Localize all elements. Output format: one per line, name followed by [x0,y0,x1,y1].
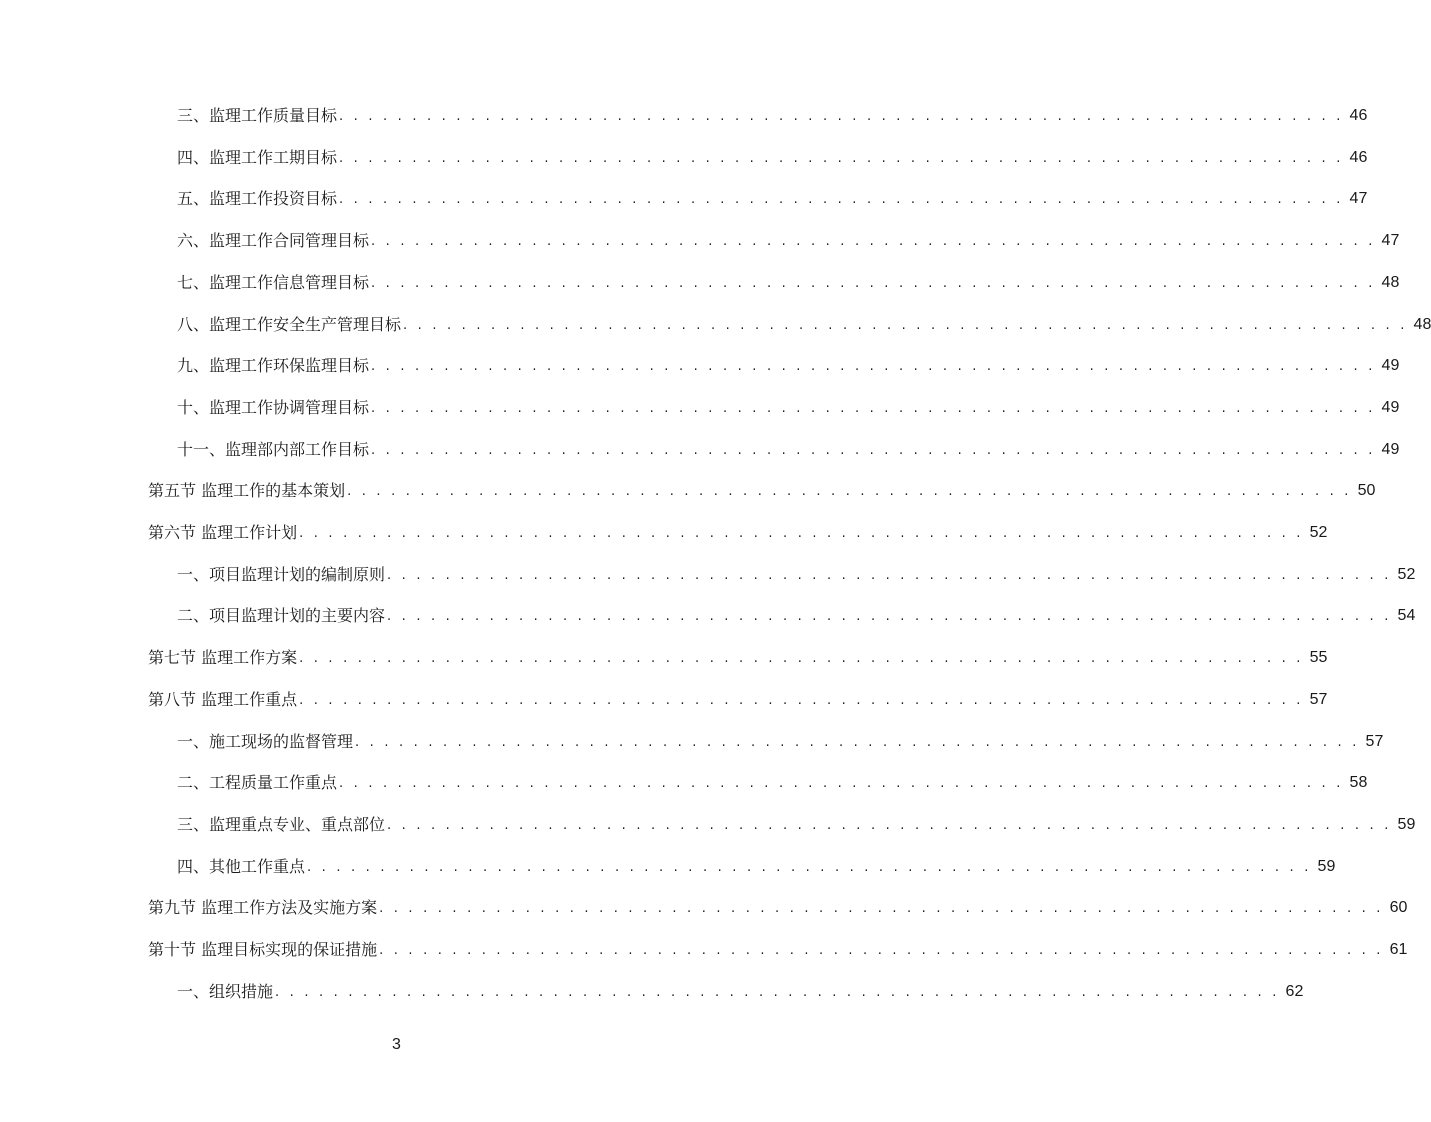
toc-entry-title: 六、监理工作合同管理目标 [177,231,370,251]
toc-entry[interactable] [177,430,1400,460]
toc-entry-page: 61 [1389,941,1408,958]
dot-leader: . . . . . . . . . . . . . . . . . . . . . . . . . . . . . . . . . . . . . . . . . . . . . . . . . . . . . . . . . . . . . . . . . . . . . [355,734,1360,750]
toc-entry-title: 一、组织措施 [177,981,274,1001]
toc-entry-title: 九、监理工作环保监理目标 [177,356,370,376]
toc-entry[interactable] [177,96,1368,126]
dot-leader: . . . . . . . . . . . . . . . . . . . . . . . . . . . . . . . . . . . . . . . . . . . . . . . . . . . . . . . . . . . . . . . . . . . . . [275,984,1280,1000]
toc-entry-title: 八、监理工作安全生产管理目标 [177,314,402,334]
toc-entry[interactable] [148,471,1376,501]
toc-entry[interactable] [177,263,1400,293]
dot-leader: . . . . . . . . . . . . . . . . . . . . . . . . . . . . . . . . . . . . . . . . . . . . . . . . . . . . . . . . . . . . . . . . . . . . . [299,526,1304,541]
toc-entry[interactable] [148,513,1328,543]
toc-entry-page: 54 [1397,607,1416,625]
toc-entry-title: 一、项目监理计划的编制原则 [177,564,386,584]
dot-leader: . . . . . . . . . . . . . . . . . . . . . . . . . . . . . . . . . . . . . . . . . . . . . . . . . . . . . . . . . . . . . . . . . . . . . [379,901,1384,917]
toc-entry-title: 四、监理工作工期目标 [177,147,338,167]
dot-leader: . . . . . . . . . . . . . . . . . . . . . . . . . . . . . . . . . . . . . . . . . . . . . . . . . . . . . . . . . . . . . . . . . . . . . [371,442,1376,458]
toc-entry-page: 49 [1381,440,1400,458]
dot-leader: . . . . . . . . . . . . . . . . . . . . . . . . . . . . . . . . . . . . . . . . . . . . . . . . . . . . . . . . . . . . . . . . . . . . . [299,651,1304,667]
toc-entry[interactable] [177,305,1431,335]
toc-entry-page: 50 [1357,482,1376,500]
toc-entry[interactable] [177,972,1304,1002]
toc-entry[interactable] [177,555,1416,585]
page-number: 3 [392,1036,401,1053]
toc-entry-page: 57 [1365,732,1384,750]
dot-leader: . . . . . . . . . . . . . . . . . . . . . . . . . . . . . . . . . . . . . . . . . . . . . . . . . . . . . . . . . . . . . . . . . . . . . [379,943,1384,958]
dot-leader: . . . . . . . . . . . . . . . . . . . . . . . . . . . . . . . . . . . . . . . . . . . . . . . . . . . . . . . . . . . . . . . . . . . . . [387,567,1392,583]
toc-entry-page: 48 [1381,273,1400,291]
toc-entry-title: 十、监理工作协调管理目标 [177,397,370,417]
toc-entry[interactable] [177,722,1384,752]
toc-entry-title: 五、监理工作投资目标 [177,189,338,209]
toc-entry-title: 第五节 监理工作的基本策划 [148,481,346,501]
toc-entry[interactable] [177,805,1416,835]
toc-entry-page: 59 [1317,857,1336,875]
toc-entry-title: 四、其他工作重点 [177,856,306,876]
dot-leader: . . . . . . . . . . . . . . . . . . . . . . . . . . . . . . . . . . . . . . . . . . . . . . . . . . . . . . . . . . . . . . . . . . . . . [403,317,1408,333]
toc-entry-page: 49 [1381,398,1400,416]
toc-entry-title: 第十节 监理目标实现的保证措施 [148,940,378,959]
dot-leader: . . . . . . . . . . . . . . . . . . . . . . . . . . . . . . . . . . . . . . . . . . . . . . . . . . . . . . . . . . . . . . . . . . . . . [339,192,1344,208]
toc-entry-page: 62 [1285,982,1304,1000]
dot-leader: . . . . . . . . . . . . . . . . . . . . . . . . . . . . . . . . . . . . . . . . . . . . . . . . . . . . . . . . . . . . . . . . . . . . . [299,692,1304,708]
toc-entry-page: 55 [1309,649,1328,667]
toc-entry-page: 47 [1349,190,1368,208]
toc-entry-page: 46 [1349,107,1368,124]
toc-entry[interactable] [148,888,1408,918]
toc-entry[interactable] [177,138,1368,168]
toc-entry[interactable] [177,179,1368,209]
toc-entry-page: 52 [1309,524,1328,541]
toc-entry-page: 59 [1397,815,1416,833]
dot-leader: . . . . . . . . . . . . . . . . . . . . . . . . . . . . . . . . . . . . . . . . . . . . . . . . . . . . . . . . . . . . . . . . . . . . . [339,109,1344,124]
toc-entry-page: 60 [1389,899,1408,917]
toc-entry[interactable] [177,596,1416,626]
toc-entry-title: 第七节 监理工作方案 [148,648,298,668]
toc-entry-page: 49 [1381,357,1400,375]
toc-entry[interactable] [177,388,1400,418]
dot-leader: . . . . . . . . . . . . . . . . . . . . . . . . . . . . . . . . . . . . . . . . . . . . . . . . . . . . . . . . . . . . . . . . . . . . . [371,359,1376,375]
dot-leader: . . . . . . . . . . . . . . . . . . . . . . . . . . . . . . . . . . . . . . . . . . . . . . . . . . . . . . . . . . . . . . . . . . . . . [307,859,1312,875]
dot-leader: . . . . . . . . . . . . . . . . . . . . . . . . . . . . . . . . . . . . . . . . . . . . . . . . . . . . . . . . . . . . . . . . . . . . . [387,817,1392,833]
dot-leader: . . . . . . . . . . . . . . . . . . . . . . . . . . . . . . . . . . . . . . . . . . . . . . . . . . . . . . . . . . . . . . . . . . . . . [371,275,1376,291]
dot-leader: . . . . . . . . . . . . . . . . . . . . . . . . . . . . . . . . . . . . . . . . . . . . . . . . . . . . . . . . . . . . . . . . . . . . . [339,776,1344,792]
toc-entry[interactable] [177,763,1368,793]
toc-entry-title: 三、监理重点专业、重点部位 [177,814,386,834]
dot-leader: . . . . . . . . . . . . . . . . . . . . . . . . . . . . . . . . . . . . . . . . . . . . . . . . . . . . . . . . . . . . . . . . . . . . . [387,609,1392,625]
dot-leader: . . . . . . . . . . . . . . . . . . . . . . . . . . . . . . . . . . . . . . . . . . . . . . . . . . . . . . . . . . . . . . . . . . . . . [339,150,1344,166]
toc-entry-title: 十一、监理部内部工作目标 [177,439,370,459]
toc-entry[interactable] [177,346,1400,376]
toc-entry[interactable] [148,638,1328,668]
toc-entry-page: 52 [1397,565,1416,583]
toc-entry-page: 47 [1381,232,1400,250]
toc-entry-title: 第六节 监理工作计划 [148,523,298,542]
dot-leader: . . . . . . . . . . . . . . . . . . . . . . . . . . . . . . . . . . . . . . . . . . . . . . . . . . . . . . . . . . . . . . . . . . . . . [371,234,1376,250]
toc-entry[interactable] [177,221,1400,251]
toc-entry-title: 三、监理工作质量目标 [177,106,338,125]
dot-leader: . . . . . . . . . . . . . . . . . . . . . . . . . . . . . . . . . . . . . . . . . . . . . . . . . . . . . . . . . . . . . . . . . . . . . [347,484,1352,500]
dot-leader: . . . . . . . . . . . . . . . . . . . . . . . . . . . . . . . . . . . . . . . . . . . . . . . . . . . . . . . . . . . . . . . . . . . . . [371,400,1376,416]
toc-entry-title: 一、施工现场的监督管理 [177,731,354,751]
toc-entry-title: 二、项目监理计划的主要内容 [177,606,386,626]
toc-entry[interactable] [148,680,1328,710]
toc-entry-page: 57 [1309,690,1328,708]
toc-entry-page: 48 [1413,315,1431,333]
toc-entry-page: 58 [1349,774,1368,792]
toc-entry-title: 七、监理工作信息管理目标 [177,272,370,292]
toc-entry-title: 二、工程质量工作重点 [177,773,338,793]
toc-entry[interactable] [148,930,1408,960]
toc-entry-title: 第八节 监理工作重点 [148,689,298,709]
toc-entry-title: 第九节 监理工作方法及实施方案 [148,898,378,918]
toc-entry[interactable] [177,847,1336,877]
toc-entry-page: 46 [1349,148,1368,166]
